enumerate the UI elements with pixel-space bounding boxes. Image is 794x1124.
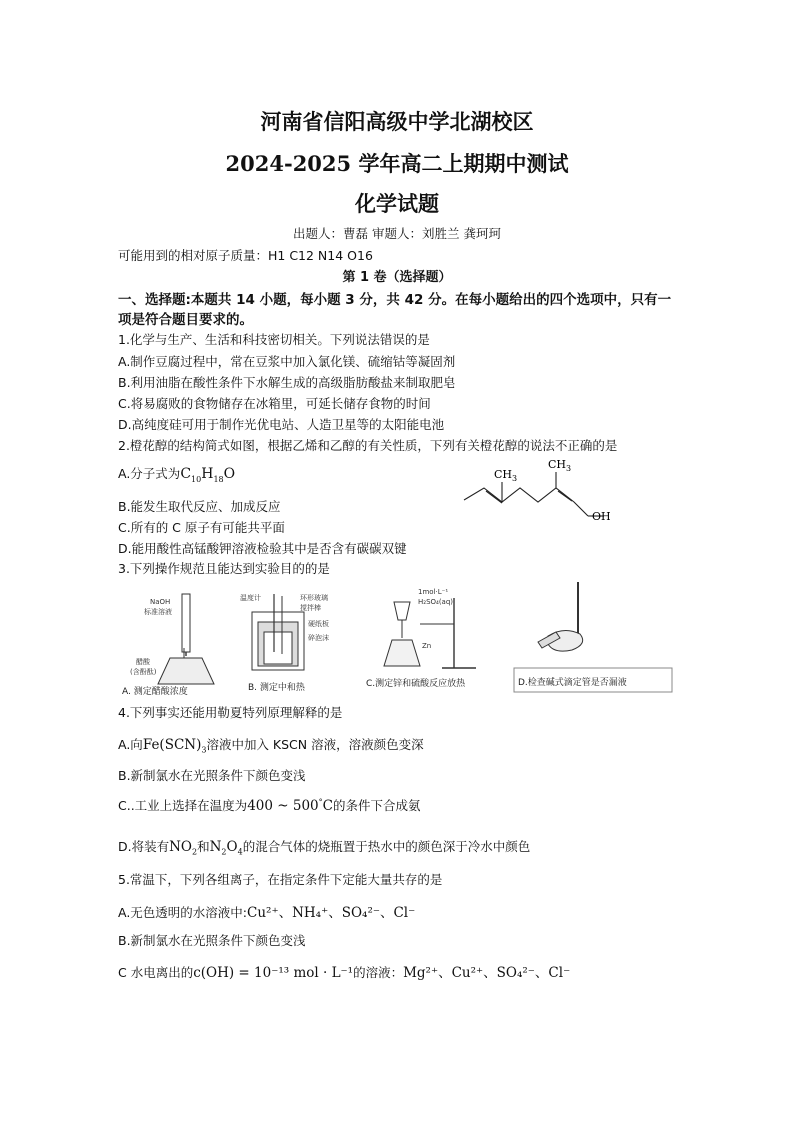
fig-d-caption: D.检查碱式滴定管是否漏液 (518, 678, 627, 688)
q4-d-no2: NO (169, 839, 192, 855)
q3-figure-d (508, 578, 678, 694)
section-instructions-line1: 一、选择题:本题共 14 小题，每小题 3 分，共 42 分。在每小题给出的四个选项中，只有一 (118, 292, 672, 308)
q3-figure-a (118, 588, 238, 698)
volume-heading: 第 1 卷（选择题） (342, 270, 452, 285)
q1-option-b: B.利用油脂在酸性条件下水解生成的高级脂肪酸盐来制取肥皂 (118, 375, 456, 390)
q4-c-unit: C (322, 798, 333, 814)
formula-c-sub: 10 (191, 474, 202, 484)
exam-title: 2024-2025 学年高二上期期中测试 (225, 151, 569, 176)
fig-b-stir1: 环形玻璃 (300, 594, 328, 602)
q5-c-pre: C 水电离出的 (118, 965, 194, 980)
ch3-label-2: $CH_3$ (548, 458, 572, 473)
q2-option-a-prefix: A.分子式为 (118, 466, 181, 481)
formula-c: C (180, 466, 192, 482)
q2-option-b: B.能发生取代反应、加成反应 (118, 499, 281, 514)
fig-a-std: 标准溶液 (144, 608, 172, 616)
fig-b-board: 硬纸板 (308, 620, 329, 628)
q4-d-n2o4-nsub: 2 (221, 847, 227, 857)
section-instructions-line2: 项是符合题目要求的。 (118, 312, 253, 328)
q4-d-n2o4-o: O (226, 839, 238, 855)
q2-option-a (118, 464, 235, 484)
ch3-label-1: $CH_3$ (494, 468, 518, 483)
q1-option-c: C.将易腐败的食物储存在冰箱里，可延长储存食物的时间 (118, 396, 431, 411)
q3-figure-b (240, 592, 350, 696)
q2-stem: 2.橙花醇的结构简式如图，根据乙烯和乙醇的有关性质，下列有关橙花醇的说法不正确的是 (118, 438, 618, 453)
q4-a-formula: Fe(SCN) (142, 737, 202, 753)
fig-b-foam: 碎泡沫 (308, 634, 329, 642)
q4-d-post: 的混合气体的烧瓶置于热水中的颜色深于冷水中颜色 (242, 839, 531, 854)
subject-title: 化学试题 (355, 191, 439, 216)
formula-o: O (223, 466, 236, 482)
q4-c-pre: C..工业上选择在温度为 (118, 798, 248, 813)
q2-option-d: D.能用酸性高锰酸钾溶液检验其中是否含有碳碳双键 (118, 541, 407, 556)
q5-a-ions: Cu²⁺、NH₄⁺、SO₄²⁻、Cl⁻ (247, 905, 416, 921)
q4-c-range: 400 ~ 500 (247, 798, 319, 814)
q5-option-b: B.新制氯水在光照条件下颜色变浅 (118, 933, 306, 948)
q3-figure-c (364, 584, 504, 694)
q4-stem: 4.下列事实还能用勒夏特列原理解释的是 (118, 705, 343, 720)
fig-c-acid: H₂SO₄(aq) (418, 598, 454, 606)
q5-option-a (118, 901, 415, 921)
q4-option-d (118, 837, 530, 857)
q5-c-expr: c(OH) = 10⁻¹³ mol · L⁻¹ (193, 965, 354, 981)
fig-c-caption: C.测定锌和硫酸反应放热 (366, 679, 466, 689)
q1-option-d: D.高纯度硅可用于制作光优电站、人造卫星等的太阳能电池 (118, 417, 445, 432)
q4-a-formula-sub: 3 (201, 745, 207, 755)
authors-line: 出题人：曹磊 审题人：刘胜兰 龚珂珂 (293, 226, 501, 241)
q4-c-post: 的条件下合成氨 (332, 798, 421, 813)
q4-d-n2o4-osub: 4 (237, 847, 243, 857)
fig-a-ind2: (含酚酞) (130, 668, 157, 676)
formula-h-sub: 18 (213, 474, 224, 484)
fig-b-caption: B. 测定中和热 (248, 683, 305, 693)
q4-a-pre: A.向 (118, 737, 143, 752)
q5-c-mid: 的溶液： (353, 965, 404, 980)
q4-c-deg: ° (318, 797, 323, 807)
q4-d-and: 和 (197, 839, 210, 854)
fig-b-stir2: 搅拌棒 (300, 604, 321, 612)
q1-stem: 1.化学与生产、生活和科技密切相关。下列说法错误的是 (118, 332, 430, 347)
q5-c-ions: Mg²⁺、Cu²⁺、SO₄²⁻、Cl⁻ (403, 965, 571, 981)
q1-option-a: A.制作豆腐过程中，常在豆浆中加入氯化镁、硫缩钴等凝固剂 (118, 354, 456, 369)
q4-option-b: B.新制氯水在光照条件下颜色变浅 (118, 768, 306, 783)
q4-a-post: 溶液中加入 KSCN 溶液，溶液颜色变深 (206, 737, 424, 752)
q3-stem: 3.下列操作规范且能达到实验目的的是 (118, 561, 330, 576)
fig-b-therm: 温度计 (240, 594, 261, 602)
q5-option-c (118, 961, 570, 981)
q4-option-c (118, 796, 420, 814)
fig-a-caption: A. 测定醋酸浓度 (122, 687, 188, 697)
fig-a-ind1: 醋酸 (136, 658, 150, 666)
fig-c-conc: 1mol·L⁻¹ (418, 588, 449, 596)
school-title: 河南省信阳高级中学北湖校区 (260, 109, 534, 134)
nerol-structure-diagram (458, 458, 618, 530)
atomic-mass-line: 可能用到的相对原子质量：H1 C12 N14 O16 (118, 248, 373, 263)
q4-d-n2o4-n: N (209, 839, 222, 855)
q4-d-pre: D.将装有 (118, 839, 170, 854)
q5-a-pre: A.无色透明的水溶液中: (118, 905, 248, 920)
fig-a-naoh: NaOH (150, 598, 171, 606)
q2-option-c: C.所有的 C 原子有可能共平面 (118, 520, 285, 535)
fig-c-zn: Zn (422, 642, 432, 650)
q5-stem: 5.常温下，下列各组离子，在指定条件下定能大量共存的是 (118, 872, 443, 887)
oh-label: OH (592, 510, 611, 523)
q4-d-no2-sub: 2 (192, 847, 198, 857)
q4-option-a (118, 735, 424, 755)
formula-h: H (201, 466, 214, 482)
